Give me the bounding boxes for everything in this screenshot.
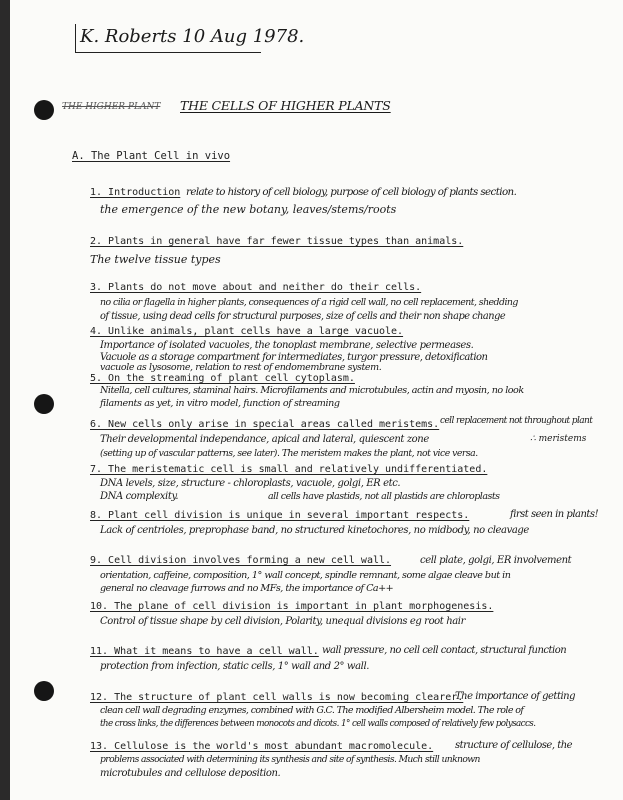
item-6-heading: 6. New cells only arise in special areas called meristems. (90, 419, 440, 430)
punch-hole-top (34, 100, 54, 120)
item-8-note: first seen in plants! (510, 509, 599, 520)
item-9-note: general no cleavage furrows and no MFs, the importance of Ca++ (100, 583, 394, 594)
item-4-note: Vacuole as a storage compartment for intermediates, turgor pressure, detoxification (100, 352, 488, 363)
item-5-heading: 5. On the streaming of plant cell cytoplasm. (90, 373, 355, 384)
item-11-note: protection from infection, static cells, 1° wall and 2° wall. (100, 661, 370, 672)
punch-hole-middle (34, 394, 54, 414)
item-6-note: cell replacement not throughout plant (440, 416, 593, 426)
item-5-note: filaments as yet, in vitro model, function of streaming (100, 398, 340, 409)
item-8-note: Lack of centrioles, preprophase band, no structured kinetochores, no midbody, no cleavage (100, 525, 529, 536)
item-7-note: DNA levels, size, structure - chloroplasts, vacuole, golgi, ER etc. (100, 478, 401, 489)
item-4-heading: 4. Unlike animals, plant cells have a large vacuole. (90, 326, 404, 337)
item-4-note: vacuole as lysosome, relation to rest of endomembrane system. (100, 362, 382, 373)
item-5-note: Nitella, cell cultures, staminal hairs. Microfilaments and microtubules, actin and myosin, no look (100, 385, 524, 396)
document-page (10, 0, 623, 800)
item-13-heading: 13. Cellulose is the world's most abundant macromolecule. (90, 741, 434, 752)
item-10-note: Control of tissue shape by cell division, Polarity, unequal divisions eg root hair (100, 616, 465, 627)
item-1-note: the emergence of the new botany, leaves/stems/roots (100, 203, 397, 216)
item-8-heading: 8. Plant cell division is unique in several important respects. (90, 510, 470, 521)
item-3-note: no cilia or flagella in higher plants, consequences of a rigid cell wall, no cell replacement, shedding (100, 297, 518, 308)
item-1-note: relate to history of cell biology, purpose of cell biology of plants section. (186, 186, 517, 198)
item-12-note: The importance of getting (455, 691, 576, 702)
punch-hole-bottom (34, 681, 54, 701)
item-6-note: ∴ meristems (530, 434, 587, 444)
item-3-note: of tissue, using dead cells for structural purposes, size of cells and their non shape change (100, 311, 506, 322)
item-6-note: (setting up of vascular patterns, see later). The meristem makes the plant, not vice versa. (100, 448, 478, 459)
item-13-note: structure of cellulose, the (455, 740, 573, 751)
item-7-note: DNA complexity. (100, 491, 179, 502)
item-9-heading: 9. Cell division involves forming a new cell wall. (90, 555, 392, 566)
item-9-note: cell plate, golgi, ER involvement (420, 555, 572, 566)
item-2-heading: 2. Plants in general have far fewer tissue types than animals. (90, 236, 464, 247)
item-9-note: orientation, caffeine, composition, 1° wall concept, spindle remnant, some algae cleave but in (100, 570, 511, 581)
item-12-note: clean cell wall degrading enzymes, combined with G.C. The modified Albersheim model. The role of (100, 705, 524, 716)
item-7-note: all cells have plastids, not all plastids are chloroplasts (268, 491, 500, 502)
item-13-note: microtubules and cellulose deposition. (100, 768, 281, 779)
document-title: THE CELLS OF HIGHER PLANTS (180, 98, 391, 113)
author-date-signature: K. Roberts 10 Aug 1978. (80, 26, 305, 47)
item-11-heading: 11. What it means to have a cell wall. (90, 646, 319, 657)
item-11-note: wall pressure, no cell cell contact, structural function (322, 645, 567, 656)
item-4-note: Importance of isolated vacuoles, the tonoplast membrane, selective permeases. (100, 340, 474, 351)
item-12-heading: 12. The structure of plant cell walls is now becoming clearer. (90, 692, 464, 703)
item-7-heading: 7. The meristematic cell is small and relatively undifferentiated. (90, 464, 488, 475)
struck-title: THE HIGHER PLANT (62, 102, 161, 112)
item-3-heading: 3. Plants do not move about and neither do their cells. (90, 282, 422, 293)
item-13-note: problems associated with determining its synthesis and site of synthesis. Much still unknown (100, 754, 480, 765)
section-heading: A. The Plant Cell in vivo (72, 150, 231, 162)
item-2-note: The twelve tissue types (90, 253, 221, 266)
item-1-heading: 1. Introduction (90, 187, 181, 198)
item-12-note: the cross links, the differences between monocots and dicots. 1° cell walls composed of relatively few polysaccs. (100, 719, 536, 729)
item-10-heading: 10. The plane of cell division is important in plant morphogenesis. (90, 601, 494, 612)
item-6-note: Their developmental independance, apical and lateral, quiescent zone (100, 434, 429, 445)
